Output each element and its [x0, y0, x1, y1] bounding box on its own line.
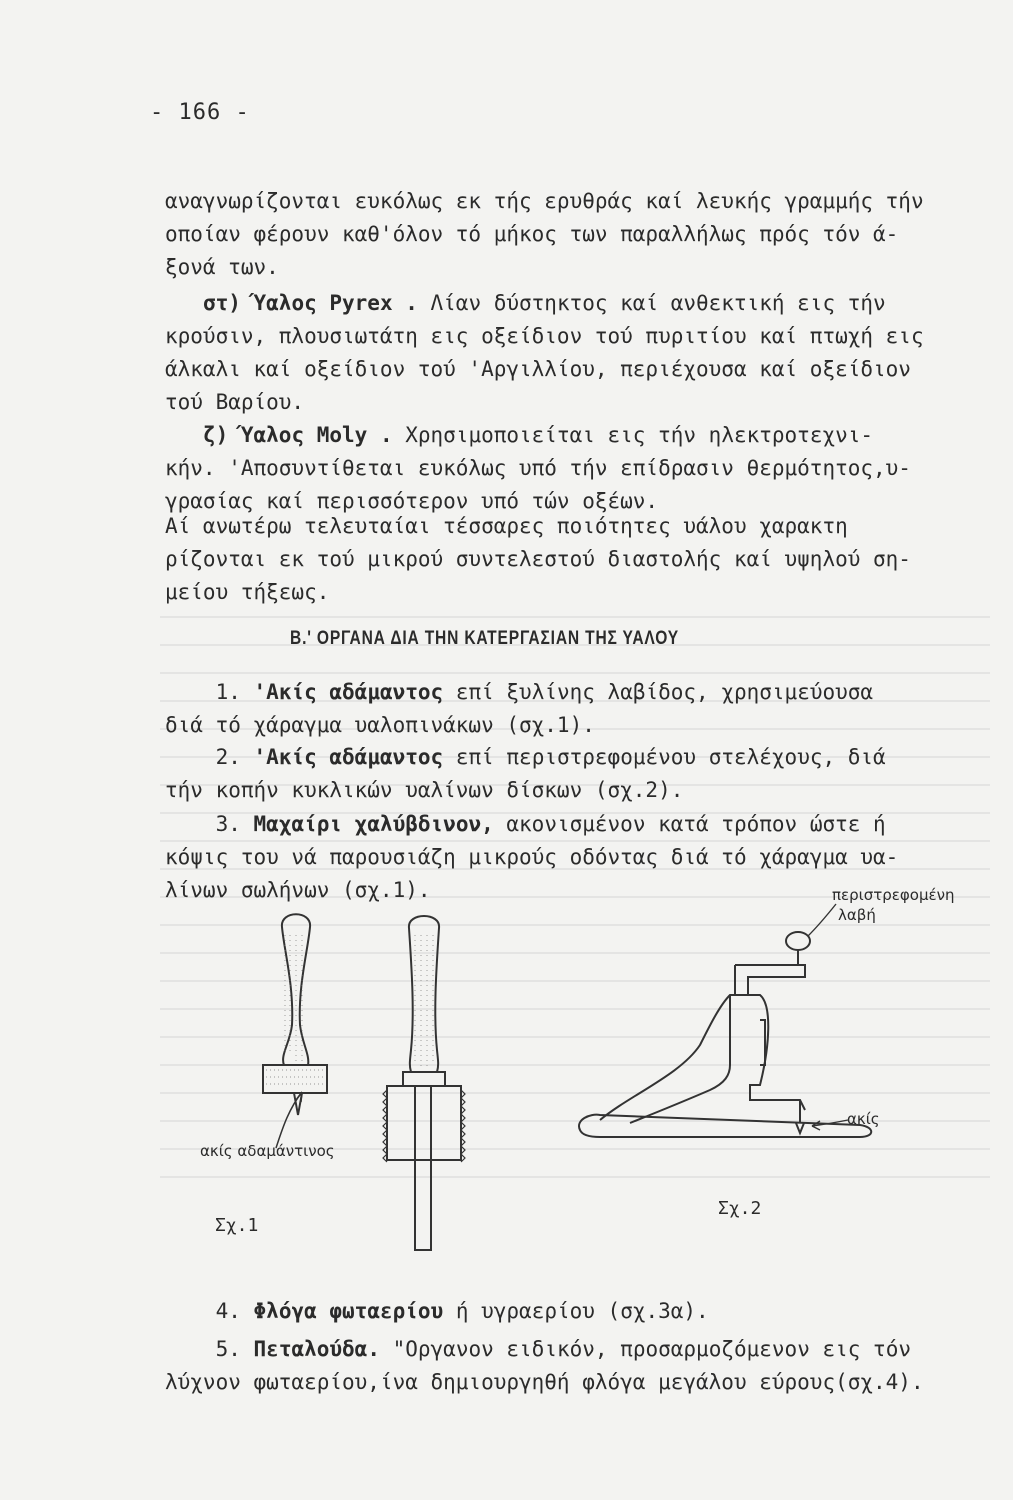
- paragraph-1: αναγνωρίζονται ευκόλως εκ τής ερυθράς καί λευκής γραμμής τήν οποίαν φέρουν καθ'όλον τό μήκος των παραλλήλως πρός τόν ά- ξονά των.: [165, 189, 924, 279]
- item-3-text: ακονισμένον κατά τρόπον ώστε ή κόψις του νά παρουσιάζη μικρούς οδόντας διά τό χάραγμα υα- λίνων σωλήνων (σχ.1).: [165, 812, 899, 902]
- item-4-label: Φλόγα φωταερίου: [253, 1299, 444, 1323]
- list-item-1: [165, 676, 980, 742]
- figure-1-pointer-arrow: [268, 1080, 318, 1150]
- list-item-4: [165, 1295, 980, 1328]
- figure-2-tip-arrow: [808, 1112, 850, 1132]
- figure-1-steel-knife: [375, 910, 475, 1260]
- item-5-num: 5.: [215, 1337, 241, 1361]
- section-heading: Β.' ΟΡΓΑΝΑ ΔΙΑ ΤΗΝ ΚΑΤΕΡΓΑΣΙΑΝ ΤΗΣ ΥΑΛΟΥ: [290, 628, 679, 649]
- item-1-label: 'Ακίς αδάμαντος: [253, 680, 444, 704]
- figure-2-handle-arrow: [800, 900, 840, 940]
- figure-1-label: ακίς αδαμάντινος: [200, 1142, 335, 1160]
- item-5-label: Πεταλούδα.: [253, 1337, 380, 1361]
- figure-2-label-handle-1: περιστρεφομένη: [832, 886, 955, 904]
- figure-2-label-tip: ακίς: [847, 1110, 880, 1128]
- pyrex-label: στ) Ύαλος Pyrex .: [202, 291, 418, 315]
- item-2-text: επί περιστρεφομένου στελέχους, διά τήν κοπήν κυκλικών υαλίνων δίσκων (σχ.2).: [165, 745, 886, 802]
- item-1-text: επί ξυλίνης λαβίδος, χρησιμεύουσα διά τό χάραγμα υαλοπινάκων (σχ.1).: [165, 680, 874, 737]
- list-item-2: [165, 741, 980, 807]
- paragraph-pyrex: [165, 287, 980, 419]
- page-number: - 166 -: [150, 100, 250, 125]
- figure-2-caption: Σχ.2: [718, 1198, 762, 1219]
- item-4-text: ή υγραερίου (σχ.3α).: [443, 1299, 709, 1323]
- item-3-num: 3.: [215, 812, 241, 836]
- item-3-label: Μαχαίρι χαλύβδινον,: [253, 812, 494, 836]
- item-2-label: 'Ακίς αδάμαντος: [253, 745, 444, 769]
- moly-text: Χρησιμοποιείται εις τήν ηλεκτροτεχνι- κήν. 'Αποσυντίθεται ευκόλως υπό τήν επίδρασιν θερμότητος,υ- γρασίας καί περισσότερον υπό τών οξέων.: [165, 423, 911, 513]
- figure-2-label-handle-2: λαβή: [838, 906, 876, 924]
- figure-1-caption: Σχ.1: [215, 1215, 259, 1236]
- item-1-num: 1.: [215, 680, 241, 704]
- moly-label: ζ) Ύαλος Moly .: [202, 423, 393, 447]
- list-item-5: [165, 1333, 980, 1399]
- item-2-num: 2.: [215, 745, 241, 769]
- item-4-num: 4.: [215, 1299, 241, 1323]
- paragraph-4: [165, 510, 980, 609]
- paragraph-4-text: Αί ανωτέρω τελευταίαι τέσσαρες ποιότητες υάλου χαρακτη ρίζονται εκ τού μικρού συντελεστού διαστολής καί υψηλού ση- μείου τήξεως.: [165, 514, 911, 604]
- item-5-text: "Οργανον ειδικόν, προσαρμοζόμενον εις τόν λύχνον φωταερίου,ίνα δημιουργηθή φλόγα μεγάλου εύρους(σχ.4).: [165, 1337, 924, 1394]
- paragraph-moly: [165, 419, 980, 518]
- pyrex-text: Λίαν δύστηκτος καί ανθεκτική εις τήν κρούσιν, πλουσιωτάτη εις οξείδιον τού πυριτίου καί πτωχή εις άλκαλι καί οξείδιον τού 'Αργιλλίου, περιέχουσα καί οξείδιον τού Βαρίου.: [165, 291, 924, 414]
